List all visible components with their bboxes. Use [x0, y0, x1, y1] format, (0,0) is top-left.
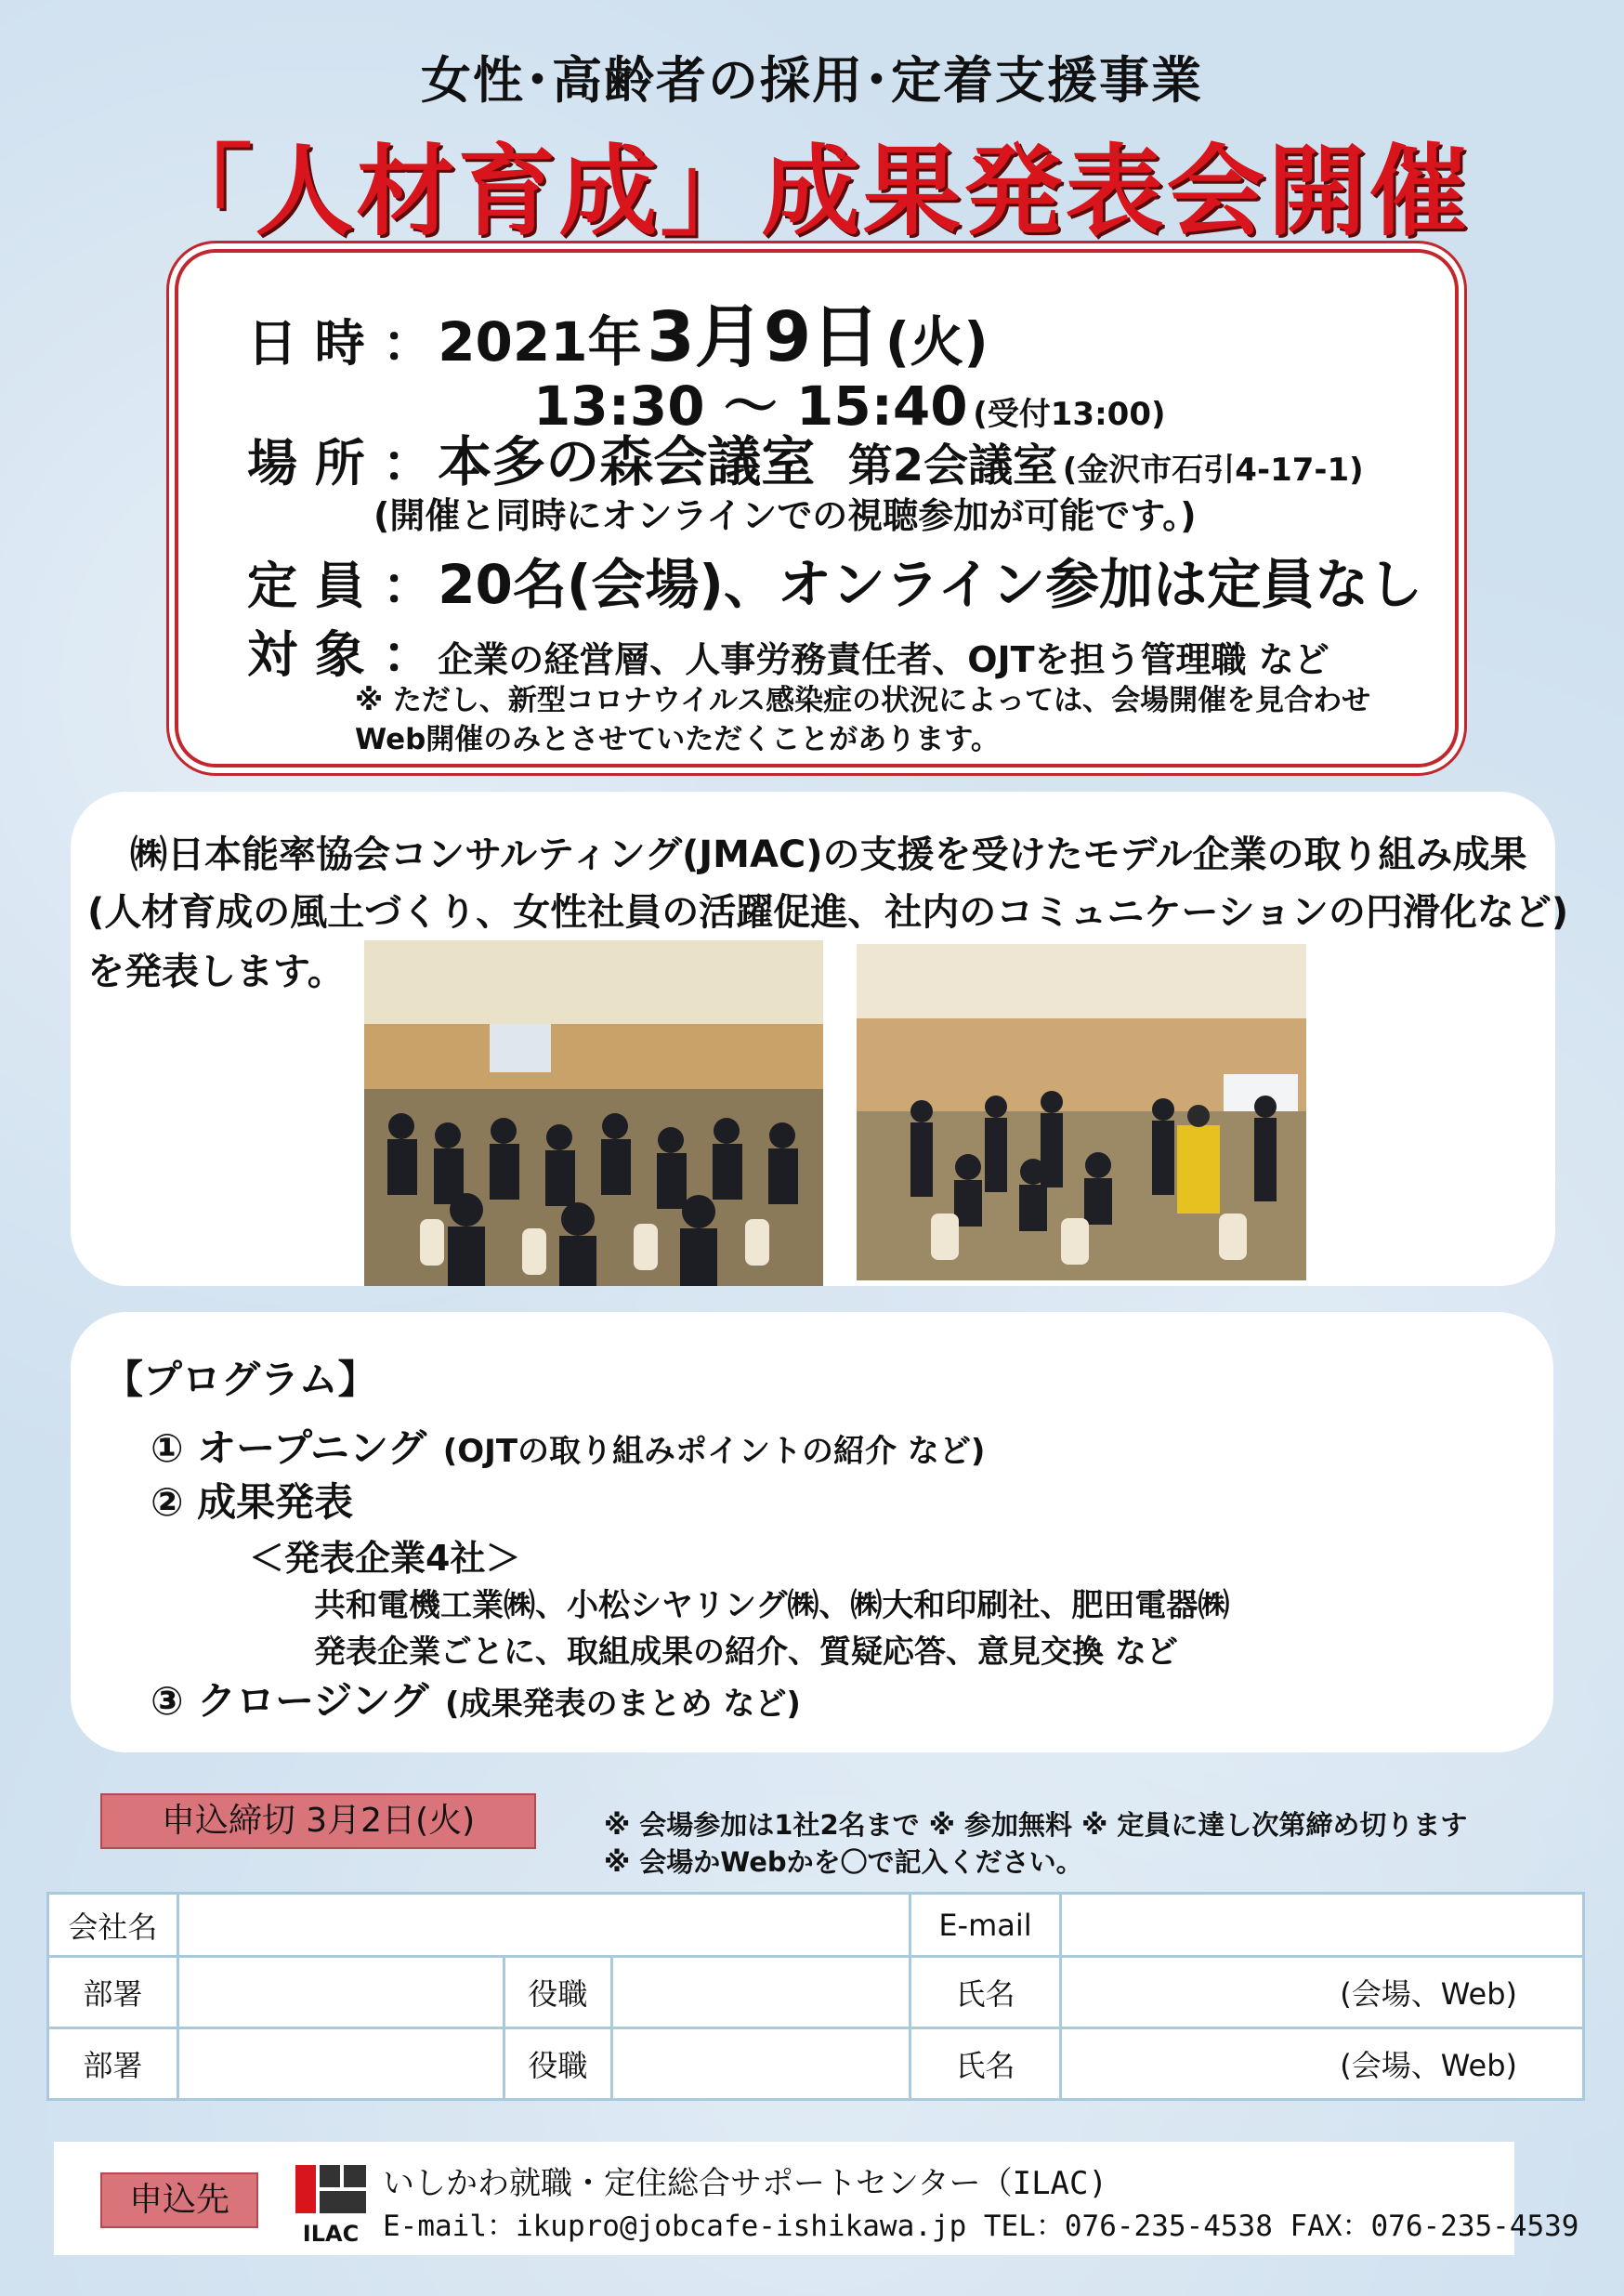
- logo-text: ILAC: [302, 2221, 360, 2247]
- capacity-label: 定 員 ：: [247, 557, 433, 615]
- target-label: 対 象 ：: [247, 625, 433, 684]
- dept-label-1: 部署: [48, 1957, 178, 2028]
- venue-choice-1[interactable]: (会場、Web): [1340, 1976, 1517, 2012]
- organization-name: いしかわ就職・定住総合サポートセンター（ILAC): [383, 2165, 1107, 2202]
- web-only-note: Web開催のみとさせていただくことがあります。: [355, 723, 1000, 756]
- program-item-presentations: ② 成果発表: [151, 1479, 354, 1525]
- registration-form: [46, 1892, 1585, 2101]
- dept-field-1[interactable]: [177, 1957, 504, 2028]
- contact-details: E-mail：ikupro@jobcafe-ishikawa.jp TEL：076-235-4538 FAX：076-235-4539: [383, 2210, 1579, 2243]
- place-address: (金沢市石引4-17-1): [1062, 452, 1364, 489]
- position-label-2: 役職: [504, 2028, 611, 2100]
- position-label-1: 役職: [504, 1957, 611, 2028]
- description-line-2: (人材育成の風土づくり、女性社員の活躍促進、社内のコミュニケーションの円滑化など): [87, 891, 1569, 934]
- registration-note-2: ※ 会場かWebかを〇で記入ください。: [604, 1846, 1083, 1878]
- dept-field-2[interactable]: [177, 2028, 504, 2100]
- reception-time: (受付13:00): [973, 396, 1166, 433]
- date-year: 2021年: [438, 310, 642, 374]
- registration-notes: [604, 1806, 1467, 1881]
- place-label: 場 所 ：: [247, 434, 433, 492]
- place-room: 第2会議室: [847, 440, 1058, 492]
- deadline-badge: 申込締切 3月2日(火): [100, 1793, 536, 1849]
- target-text: 企業の経営層、人事労務責任者、OJTを担う管理職 など: [438, 639, 1329, 680]
- event-subtitle: 女性･高齢者の採用･定着支援事業: [421, 51, 1203, 110]
- name-field-2[interactable]: [1060, 2028, 1583, 2100]
- name-label-2: 氏名: [910, 2028, 1061, 2100]
- date-label: 日 時 ：: [247, 314, 433, 373]
- company-label: 会社名: [48, 1894, 178, 1957]
- event-title: 「人材育成」成果発表会開催: [153, 135, 1471, 249]
- program-item-closing-note: (成果発表のまとめ など): [445, 1686, 801, 1723]
- name-field-1[interactable]: [1060, 1957, 1583, 2028]
- program-item-opening: ① オープニング: [151, 1425, 427, 1471]
- company-field[interactable]: [177, 1894, 910, 1957]
- venue-choice-2[interactable]: (会場、Web): [1340, 2048, 1517, 2083]
- presenting-companies-heading: ＜発表企業4社＞: [249, 1538, 521, 1579]
- program-heading: 【プログラム】: [104, 1357, 377, 1402]
- capacity-text: 20名(会場)、オンライン参加は定員なし: [438, 553, 1423, 616]
- presentation-content-note: 発表企業ごとに、取組成果の紹介、質疑応答、意見交換 など: [314, 1633, 1178, 1671]
- name-label-1: 氏名: [910, 1957, 1061, 2028]
- dept-label-2: 部署: [48, 2028, 178, 2100]
- event-photo-1: [364, 940, 823, 1286]
- email-field[interactable]: [1060, 1894, 1583, 1957]
- ilac-logo: [295, 2165, 366, 2247]
- event-info-box: [175, 249, 1459, 768]
- program-item-opening-note: (OJTの取り組みポイントの紹介 など): [442, 1433, 986, 1470]
- description-line-1: ㈱日本能率協会コンサルティング(JMAC)の支援を受けたモデル企業の取り組み成果: [130, 833, 1527, 876]
- position-field-2[interactable]: [611, 2028, 910, 2100]
- program-item-closing: ③ クロージング: [151, 1678, 429, 1724]
- email-label: E-mail: [910, 1894, 1061, 1957]
- registration-note-1: ※ 会場参加は1社2名まで ※ 参加無料 ※ 定員に達し次第締め切ります: [604, 1809, 1468, 1841]
- presenting-companies: 共和電機工業㈱、小松シヤリング㈱、㈱大和印刷社、肥田電器㈱: [314, 1587, 1230, 1624]
- online-note: (開催と同時にオンラインでの視聴参加が可能です。): [373, 495, 1197, 536]
- position-field-1[interactable]: [611, 1957, 910, 2028]
- date-main: 3月9日: [647, 297, 881, 377]
- date-dow: (火): [884, 310, 989, 374]
- covid-note: ※ ただし、新型コロナウイルス感染症の状況によっては、会場開催を見合わせ: [355, 684, 1371, 717]
- apply-to-badge: 申込先: [100, 2172, 258, 2228]
- description-line-3: を発表します。: [87, 951, 345, 993]
- event-photo-2: [857, 944, 1306, 1280]
- event-time: 13:30 ～ 15:40: [533, 374, 968, 438]
- place-name: 本多の森会議室: [438, 430, 816, 493]
